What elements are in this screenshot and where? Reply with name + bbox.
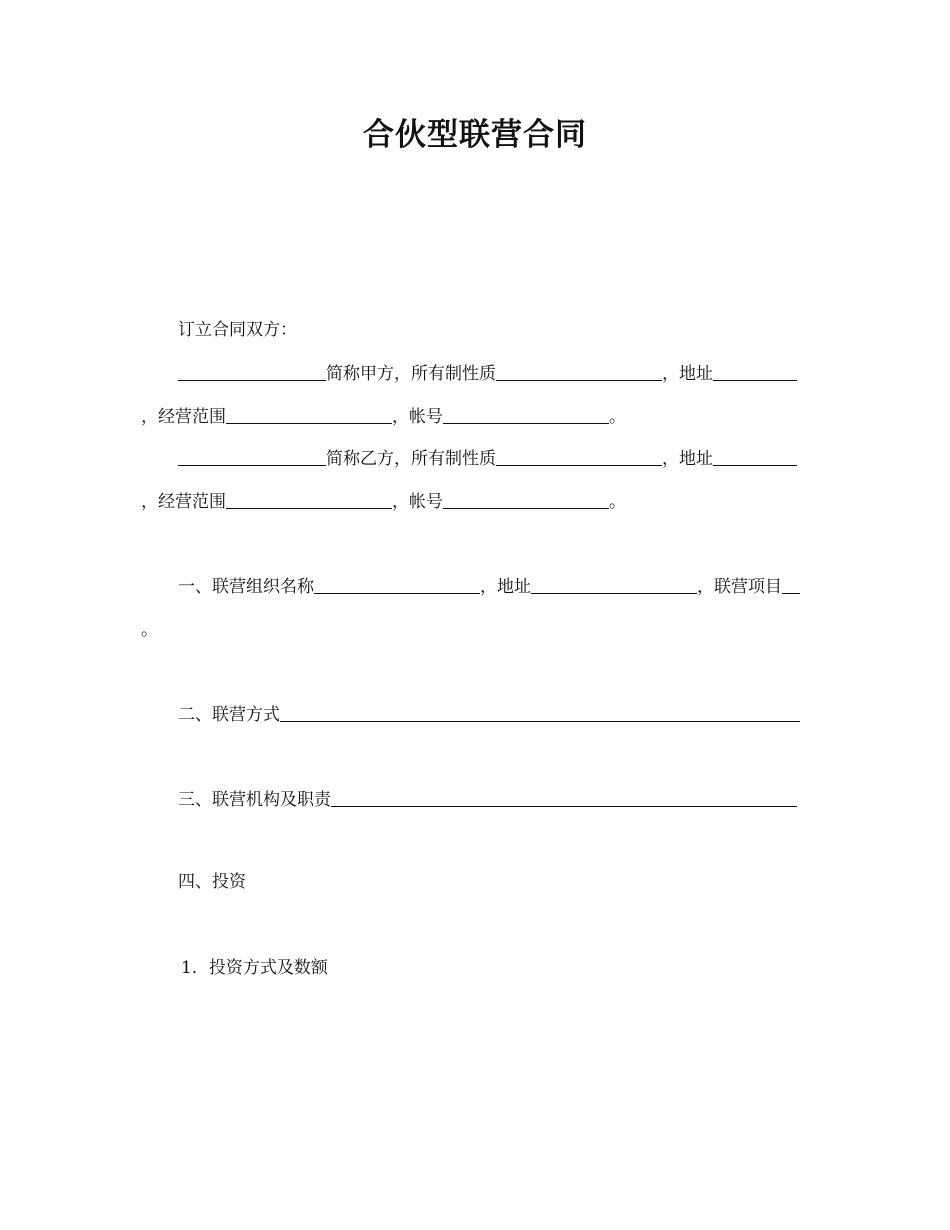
section-4-line [178,870,246,894]
party-a-end: 。 [609,407,626,427]
venture-address-blank[interactable] [531,575,697,594]
venture-name-blank[interactable] [314,575,480,594]
party-a-address-label: ，地址 [662,364,713,384]
party-b-line-1 [178,445,797,471]
venture-project-blank[interactable] [782,575,800,594]
party-a-short-name: 简称甲方，所有制性质 [326,364,496,384]
party-b-address-label: ，地址 [662,449,713,469]
party-a-ownership-blank[interactable] [496,362,662,381]
sub-item-1-line [181,956,328,980]
section-1-line [178,573,800,599]
section-2-line [178,701,800,727]
party-a-scope-label: ，经营范围 [141,407,226,427]
party-a-scope-blank[interactable] [226,405,392,424]
party-a-name-blank[interactable] [178,362,326,381]
party-b-end: 。 [609,492,626,512]
document-title: 合伙型联营合同 [363,117,587,153]
venture-method-blank[interactable] [280,703,800,722]
party-b-line-2 [141,488,626,514]
section-4-label: 四、投资 [178,872,246,892]
party-a-account-blank[interactable] [443,405,609,424]
section-1-line-2 [141,618,158,642]
party-b-ownership-blank[interactable] [496,447,662,466]
section-1-end: 。 [141,620,158,640]
section-3-line [178,786,797,812]
party-a-account-label: ，帐号 [392,407,443,427]
party-a-line-2 [141,403,626,429]
party-b-name-blank[interactable] [178,447,326,466]
venture-organization-blank[interactable] [331,788,797,807]
section-1-address-label: ，地址 [480,577,531,597]
party-b-scope-blank[interactable] [226,490,392,509]
party-a-line-1 [178,360,797,386]
section-3-label: 三、联营机构及职责 [178,790,331,810]
section-1-project-label: ，联营项目 [697,577,782,597]
section-1-label: 一、联营组织名称 [178,577,314,597]
party-b-address-blank[interactable] [713,447,797,466]
party-a-address-blank[interactable] [713,362,797,381]
party-b-scope-label: ，经营范围 [141,492,226,512]
intro-line [178,318,297,342]
section-2-label: 二、联营方式 [178,705,280,725]
party-b-account-blank[interactable] [443,490,609,509]
sub-item-1-label: 1．投资方式及数额 [181,958,328,978]
intro-text: 订立合同双方： [178,320,297,340]
party-b-account-label: ，帐号 [392,492,443,512]
party-b-short-name: 简称乙方，所有制性质 [326,449,496,469]
